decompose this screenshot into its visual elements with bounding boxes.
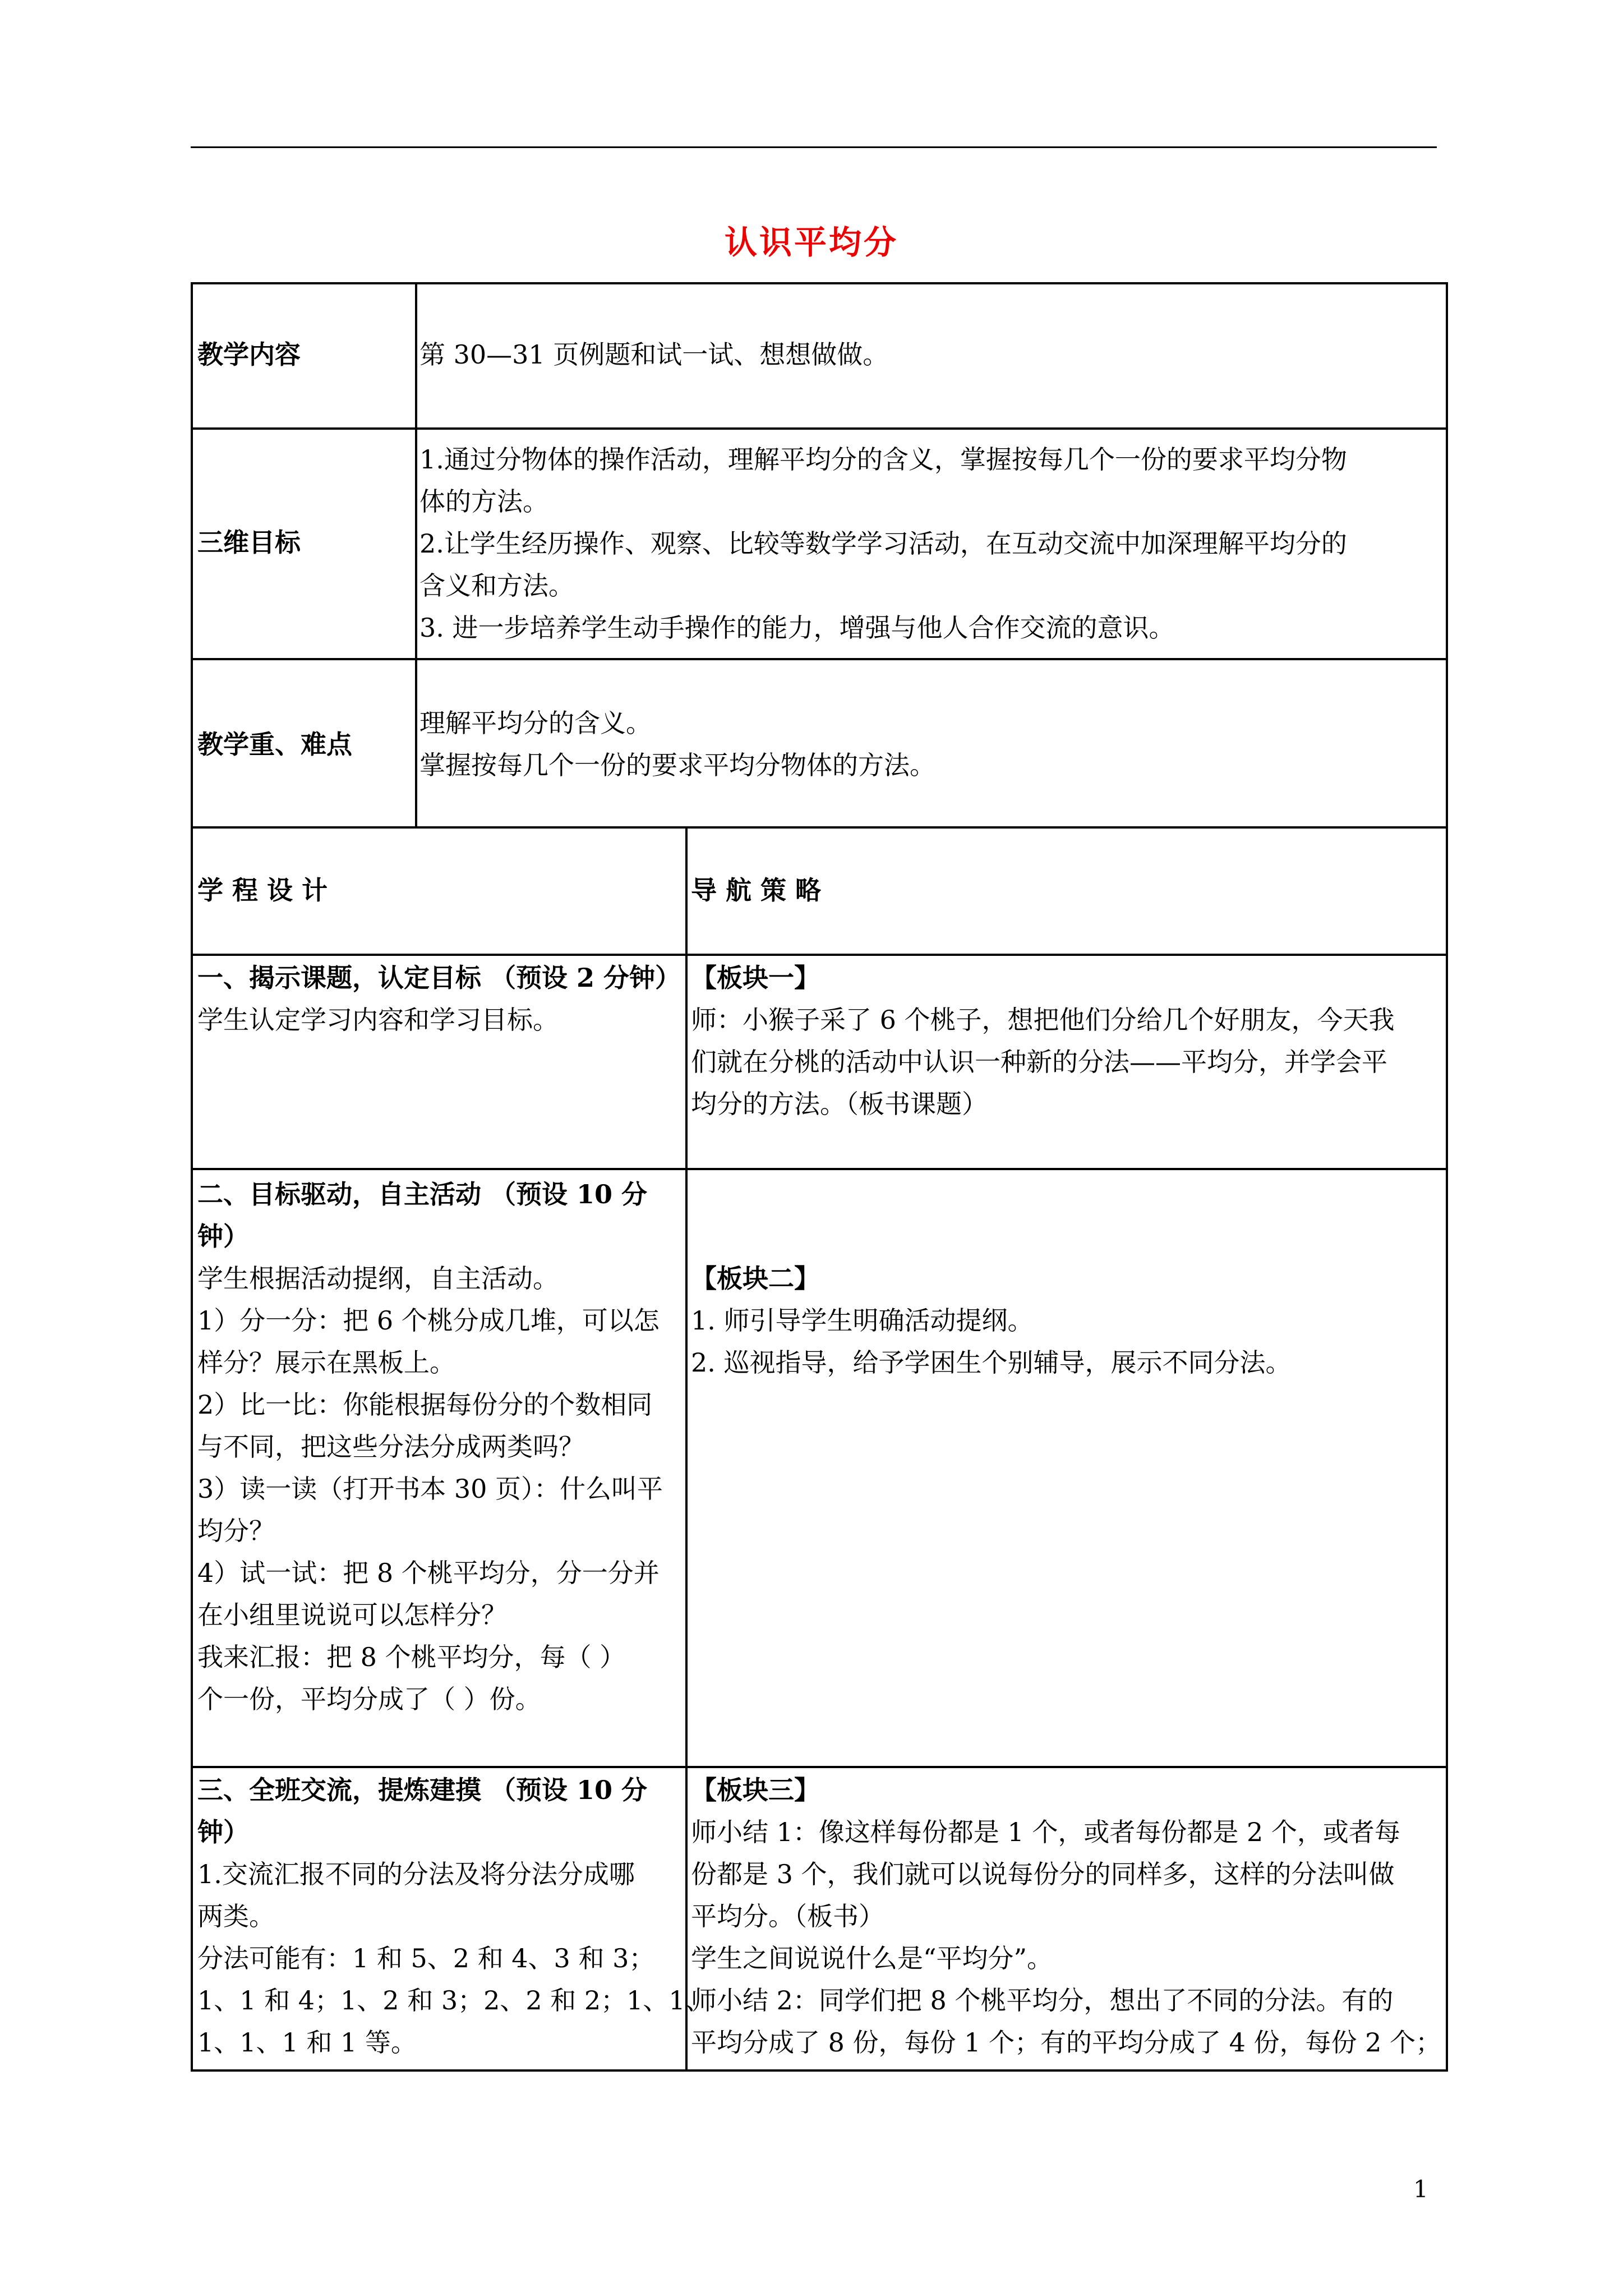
- block-line: 均分的方法。（板书课题）: [691, 1089, 988, 1119]
- section-line: 1）分一分：把 6 个桃分成几堆，可以怎: [197, 1305, 660, 1336]
- block-title: 【板块三】: [691, 1775, 820, 1805]
- row-divider: [191, 658, 1448, 660]
- section-line: 学生根据活动提纲，自主活动。: [197, 1263, 559, 1294]
- header-rule: [191, 146, 1437, 148]
- column-divider: [415, 282, 417, 826]
- row-divider: [191, 826, 1448, 829]
- block-line: 1. 师引导学生明确活动提纲。: [691, 1305, 1034, 1336]
- goals-text: [419, 439, 1347, 649]
- section-line: 1.交流汇报不同的分法及将分法分成哪: [197, 1859, 635, 1889]
- section-line: 1、1、1 和 1 等。: [197, 2027, 417, 2058]
- section-3-right: [691, 1769, 1441, 2064]
- goals-line: 1.通过分物体的操作活动，理解平均分的含义，掌握按每几个一份的要求平均分物: [419, 444, 1347, 475]
- section-line: 4）试一试：把 8 个桃平均分，分一分并: [197, 1558, 660, 1588]
- content-label: 教学内容: [197, 339, 301, 370]
- section-title: 二、目标驱动，自主活动 （预设 10 分: [197, 1179, 648, 1209]
- block-line: 们就在分桃的活动中认识一种新的分法——平均分，并学会平: [691, 1047, 1387, 1077]
- section-line: 3）读一读（打开书本 30 页）：什么叫平: [197, 1474, 663, 1504]
- row-divider: [191, 427, 1448, 430]
- section-line: 在小组里说说可以怎样分？: [197, 1600, 507, 1630]
- content-text: 第 30—31 页例题和试一试、想想做做。: [419, 339, 889, 370]
- section-line: 1、1 和 4；1、2 和 3；2、2 和 2；1、1、: [197, 1985, 711, 2016]
- block-title: 【板块二】: [691, 1263, 820, 1294]
- section-2-left: [197, 1174, 663, 1720]
- row-divider: [191, 1168, 1448, 1170]
- section-line: 2）比一比：你能根据每份分的个数相同: [197, 1389, 653, 1420]
- goals-label: 三维目标: [197, 527, 301, 558]
- block-line: 师：小猴子采了 6 个桃子，想把他们分给几个好朋友，今天我: [691, 1005, 1395, 1035]
- section-line: 分法可能有：1 和 5、2 和 4、3 和 3；: [197, 1943, 655, 1973]
- section-title: 一、揭示课题，认定目标 （预设 2 分钟）: [197, 963, 681, 993]
- goals-line: 含义和方法。: [419, 570, 574, 601]
- block-line: 平均分。（板书）: [691, 1901, 884, 1931]
- section-line: 学生认定学习内容和学习目标。: [197, 1005, 559, 1035]
- goals-line: 3. 进一步培养学生动手操作的能力，增强与他人合作交流的意识。: [419, 613, 1175, 643]
- section-line: 个一份，平均分成了（ ）份。: [197, 1684, 541, 1714]
- goals-line: 体的方法。: [419, 486, 548, 517]
- section-title: 钟）: [197, 1221, 249, 1251]
- section-1-right: [691, 957, 1395, 1125]
- block-line: 平均分成了 8 份，每份 1 个；有的平均分成了 4 份，每份 2 个；: [691, 2027, 1442, 2058]
- section-line: 样分？展示在黑板上。: [197, 1347, 455, 1378]
- block-line: 学生之间说说什么是“平均分”。: [691, 1943, 1053, 1973]
- block-line: 师小结 2：同学们把 8 个桃平均分，想出了不同的分法。有的: [691, 1985, 1394, 2016]
- section-line: 均分？: [197, 1516, 275, 1546]
- focus-line: 掌握按每几个一份的要求平均分物体的方法。: [419, 750, 935, 780]
- page-title: 认识平均分: [724, 223, 898, 261]
- section-1-left: [197, 957, 681, 1041]
- focus-label: 教学重、难点: [197, 729, 352, 760]
- goals-line: 2.让学生经历操作、观察、比较等数学学习活动，在互动交流中加深理解平均分的: [419, 528, 1347, 559]
- block-line: 师小结 1：像这样每份都是 1 个，或者每份都是 2 个，或者每: [691, 1817, 1400, 1847]
- column-header-left: 学 程 设 计: [197, 875, 328, 905]
- section-2-right: [691, 1258, 1292, 1384]
- block-line: 份都是 3 个，我们就可以说每份分的同样多，这样的分法叫做: [691, 1859, 1395, 1889]
- section-title: 钟）: [197, 1817, 249, 1847]
- section-title: 三、全班交流，提炼建摸 （预设 10 分: [197, 1775, 648, 1805]
- row-divider: [191, 1766, 1448, 1768]
- section-line: 我来汇报：把 8 个桃平均分，每（ ）: [197, 1642, 626, 1672]
- block-title: 【板块一】: [691, 963, 820, 993]
- focus-line: 理解平均分的含义。: [419, 708, 652, 738]
- section-line: 与不同，把这些分法分成两类吗？: [197, 1432, 584, 1462]
- focus-text: [419, 702, 935, 786]
- column-header-right: 导 航 策 略: [691, 875, 822, 905]
- section-3-left: [197, 1769, 711, 2064]
- page-number: 1: [1413, 2175, 1428, 2203]
- block-line: 2. 巡视指导，给予学困生个别辅导，展示不同分法。: [691, 1347, 1292, 1378]
- section-line: 两类。: [197, 1901, 275, 1931]
- row-divider: [191, 954, 1448, 956]
